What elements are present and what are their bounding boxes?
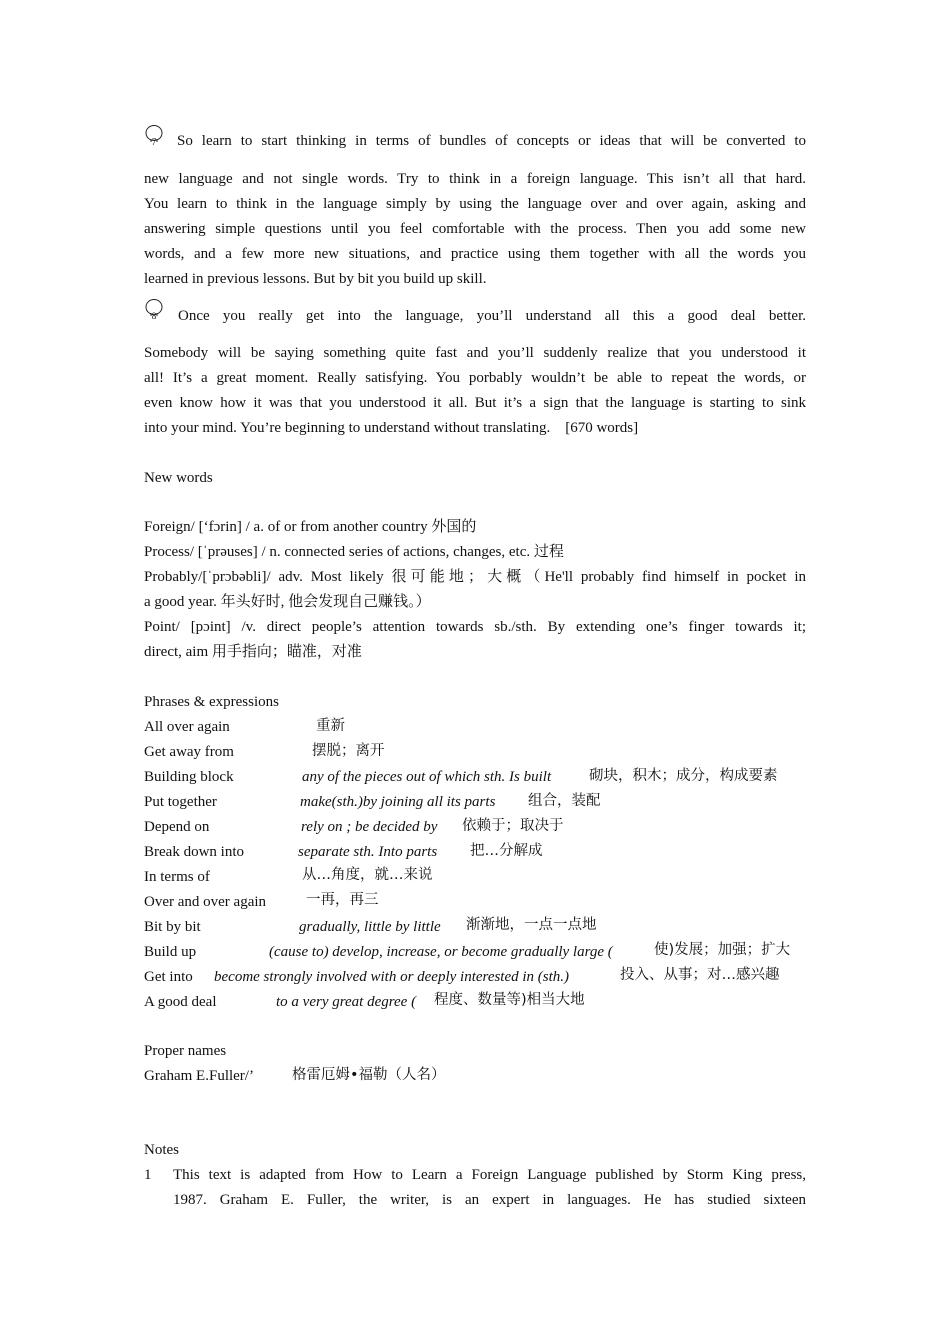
phrase-chinese: 使)发展；加强；扩大 xyxy=(654,942,791,958)
phrase-english: make(sth.)by joining all its parts xyxy=(300,794,496,810)
phrase-chinese: 把…分解成 xyxy=(470,843,543,859)
phrase-term: Over and over again xyxy=(144,894,267,910)
phrase-term: Get away from xyxy=(144,744,234,760)
phrase-english: become strongly involved with or deeply interested in (sth.) xyxy=(214,969,570,985)
paragraph-line: Somebody will be saying something quite fast and you’ll suddenly realize that you understood it xyxy=(144,345,806,361)
phrase-term: Put together xyxy=(144,794,217,810)
phrases-heading: Phrases & expressions xyxy=(144,694,279,710)
phrase-chinese: 一再，再三 xyxy=(306,892,379,908)
phrase-term: Depend on xyxy=(144,819,210,835)
phrase-english: separate sth. Into parts xyxy=(298,844,438,860)
paragraph-line: You learn to think in the language simply by using the language over and over again, asking and xyxy=(144,196,806,212)
phrase-english: any of the pieces out of which sth. Is built xyxy=(302,769,552,785)
paragraph-line: answering simple questions until you feel comfortable with the process. Then you add some new xyxy=(144,221,806,237)
phrase-term: Break down into xyxy=(144,844,244,860)
phrase-chinese: 组合，装配 xyxy=(528,793,601,809)
paragraph-line: learned in previous lessons. But by bit you build up skill. xyxy=(144,271,487,287)
vocab-entry: Process/ [ˈprəuses] / n. connected series of actions, changes, etc. 过程 xyxy=(144,544,564,560)
note-line: This text is adapted from How to Learn a Foreign Language published by Storm King press, xyxy=(173,1167,806,1183)
proper-names-heading: Proper names xyxy=(144,1043,227,1059)
phrase-term: Get into xyxy=(144,969,193,985)
notes-heading: Notes xyxy=(144,1142,179,1158)
phrase-term: Build up xyxy=(144,944,197,960)
phrase-english: (cause to) develop, increase, or become gradually large ( xyxy=(269,944,613,960)
paragraph-line: new language and not single words. Try to think in a foreign language. This isn’t all that hard. xyxy=(144,171,806,187)
proper-name-term: Graham E.Fuller/’ xyxy=(144,1068,254,1084)
phrase-english: to a very great degree ( xyxy=(276,994,417,1010)
phrase-english: rely on ; be decided by xyxy=(301,819,438,835)
phrase-term: A good deal xyxy=(144,994,217,1010)
paragraph-line: all! It’s a great moment. Really satisfying. You porbably wouldn’t be able to repeat the words, or xyxy=(144,370,806,386)
vocab-entry: Probably/[ˈprɔbəbli]/ adv. Most likely 很可能地；大概（He'll probably find himself in pocket in xyxy=(144,569,806,585)
phrase-chinese: 渐渐地，一点一点地 xyxy=(466,917,597,933)
paragraph-line: words, and a few more new situations, and practice using them together with all the words you xyxy=(144,246,806,262)
note-line: 1987. Graham E. Fuller, the writer, is an expert in languages. He has studied sixteen xyxy=(173,1192,806,1208)
phrase-chinese: 程度、数量等)相当大地 xyxy=(434,992,585,1008)
paragraph-line: even know how it was that you understood it all. But it’s a sign that the language is starting to sink xyxy=(144,395,806,411)
phrase-term: All over again xyxy=(144,719,230,735)
paragraph-line: into your mind. You’re beginning to understand without translating. [670 words] xyxy=(144,420,639,436)
note-number: 1 xyxy=(144,1167,152,1183)
vocab-entry: a good year. 年头好时, 他会发现自己赚钱。） xyxy=(144,594,431,610)
new-words-heading: New words xyxy=(144,470,213,486)
proper-name-chinese: 格雷厄姆•福勒（人名） xyxy=(292,1067,446,1083)
paragraph-number: 7 xyxy=(151,137,157,147)
vocab-entry: Foreign/ [‘fɔrin] / a. of or from another country 外国的 xyxy=(144,519,477,535)
phrase-chinese: 依赖于；取决于 xyxy=(462,818,564,834)
phrase-term: Building block xyxy=(144,769,234,785)
lightbulb-icon xyxy=(144,298,166,324)
phrase-chinese: 摆脱；离开 xyxy=(312,743,385,759)
vocab-entry: direct, aim 用手指向；瞄准，对准 xyxy=(144,644,362,660)
paragraph-line: So learn to start thinking in terms of bundles of concepts or ideas that will be converted to xyxy=(177,133,806,149)
paragraph-line: Once you really get into the language, you’ll understand all this a good deal better. xyxy=(178,308,806,324)
paragraph-number: 8 xyxy=(151,311,157,321)
phrase-chinese: 重新 xyxy=(316,718,345,734)
phrase-chinese: 砌块，积木；成分，构成要素 xyxy=(589,768,778,784)
lightbulb-icon xyxy=(144,124,166,150)
phrase-chinese: 从…角度，就…来说 xyxy=(302,867,433,883)
vocab-entry: Point/ [pɔint] /v. direct people’s attention towards sb./sth. By extending one’s finger towards it; xyxy=(144,619,806,635)
phrase-english: gradually, little by little xyxy=(299,919,441,935)
phrase-chinese: 投入、从事；对…感兴趣 xyxy=(620,967,780,983)
phrase-term: Bit by bit xyxy=(144,919,201,935)
phrase-term: In terms of xyxy=(144,869,210,885)
